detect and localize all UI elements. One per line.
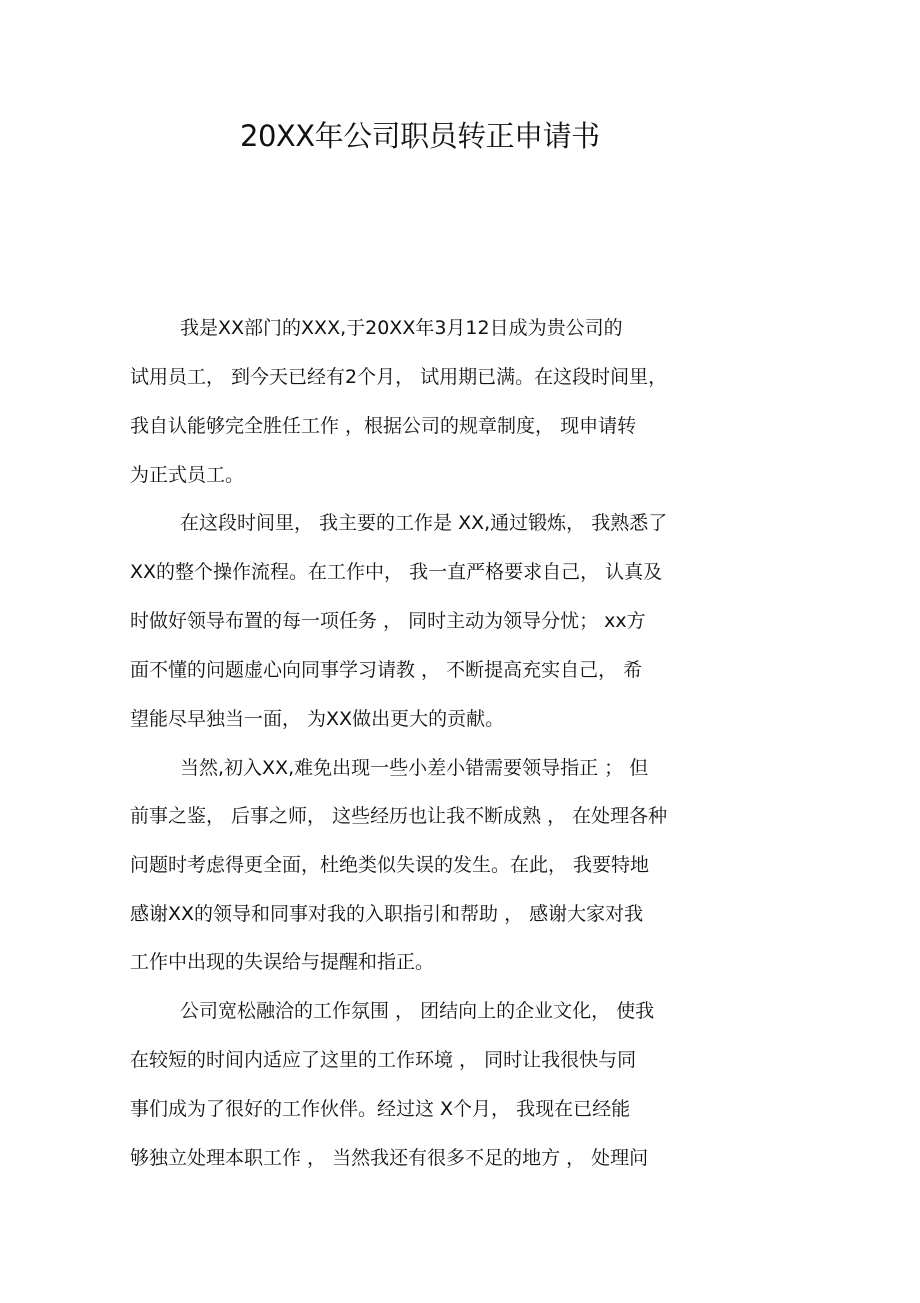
document-title: 20XX年公司职员转正申请书	[240, 119, 600, 153]
body-line: 面不懂的问题虚心向同事学习请教 ， 不断提高充实自己， 希	[130, 659, 643, 681]
body-line: 前事之鉴， 后事之师， 这些经历也让我不断成熟 ， 在处理各种	[130, 805, 668, 827]
body-line: 在较短的时间内适应了这里的工作环境 ， 同时让我很快与同	[130, 1049, 637, 1071]
body-line: 感谢XX的领导和同事对我的入职指引和帮助 ， 感谢大家对我	[130, 903, 644, 925]
body-line: 问题时考虑得更全面，杜绝类似失误的发生。在此， 我要特地	[130, 854, 650, 876]
body-line: 试用员工， 到今天已经有2个月， 试用期已满。在这段时间里，	[130, 366, 668, 388]
body-line: 公司宽松融洽的工作氛围 ， 团结向上的企业文化， 使我	[180, 1000, 655, 1022]
body-line: 当然,初入XX,难免出现一些小差小错需要领导指正 ； 但	[180, 757, 649, 779]
body-line: 事们成为了很好的工作伙伴。经过这 X个月， 我现在已经能	[130, 1098, 631, 1120]
body-line: 工作中出现的失误给与提醒和指正。	[130, 951, 435, 973]
body-line: 够独立处理本职工作 ， 当然我还有很多不足的地方 ， 处理问	[130, 1147, 649, 1169]
body-line: 我是XX部门的XXX,于20XX年3月12日成为贵公司的	[180, 317, 623, 339]
body-line: 望能尽早独当一面， 为XX做出更大的贡献。	[130, 708, 505, 730]
body-line: XX的整个操作流程。在工作中， 我一直严格要求自己， 认真及	[130, 561, 663, 583]
body-line: 在这段时间里， 我主要的工作是 XX,通过锻炼， 我熟悉了	[180, 512, 668, 534]
body-line: 时做好领导布置的每一项任务 ， 同时主动为领导分忧； xx方	[130, 610, 646, 632]
body-line: 为正式员工。	[130, 464, 245, 486]
body-line: 我自认能够完全胜任工作 ，根据公司的规章制度， 现申请转	[130, 415, 637, 437]
